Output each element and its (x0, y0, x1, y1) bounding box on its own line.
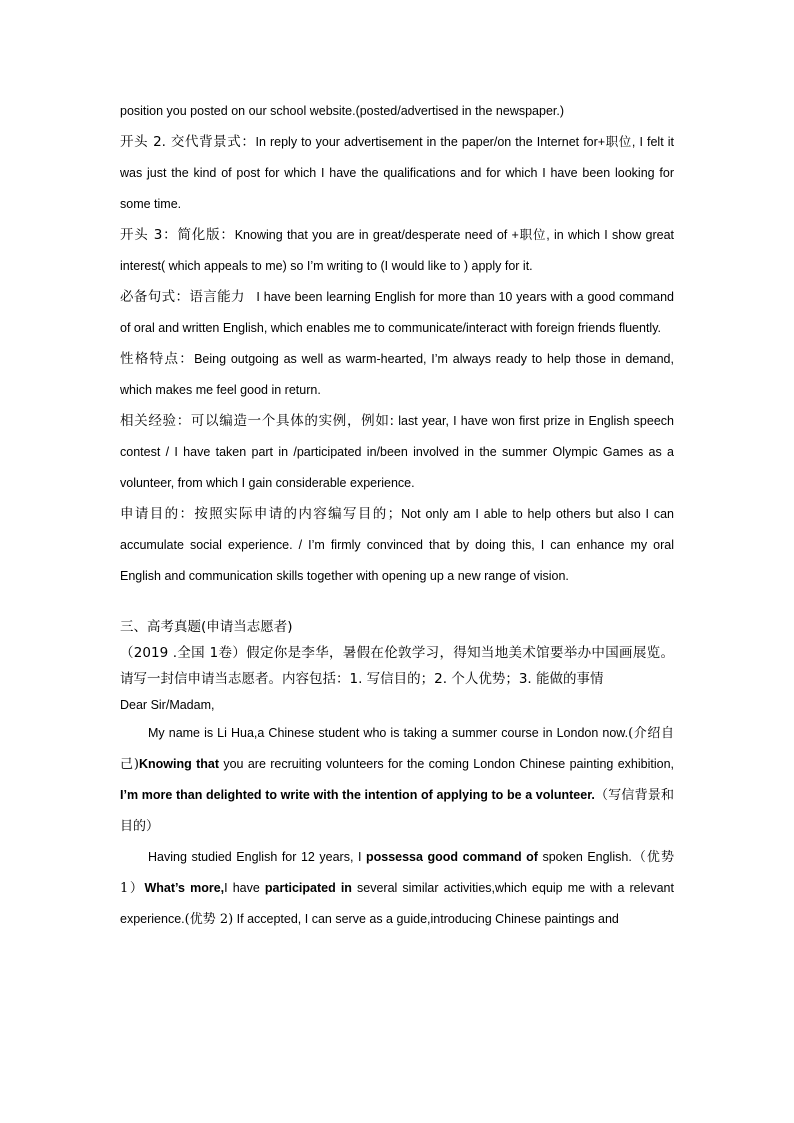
phrase-whats-more: What’s more, (144, 881, 225, 895)
letter-spoken-english: spoken English. (537, 850, 632, 864)
paragraph-2-text: In reply to your advertisement in the paper/on the Internet for+职位, I felt it was just the kind of post for which I have the qualifications and for which I have been looking for some time. (120, 135, 674, 211)
paragraph-3-label: 开头 3：简化版： (120, 227, 235, 243)
section-gap (120, 592, 674, 614)
paragraph-3 (120, 220, 674, 282)
phrase-good-command: possessa good command of (365, 850, 538, 864)
phrase-knowing-that: Knowing that (138, 757, 219, 771)
paragraph-4-text: I have been learning English for more than 10 years with a good command of oral and written English, which enables me to communicate/interact with foreign friends fluently. (120, 290, 675, 335)
paragraph-6 (120, 406, 674, 499)
paragraph-5 (120, 344, 674, 406)
paragraph-2-label: 开头 2. 交代背景式： (120, 134, 256, 150)
letter-strength-intro: Having studied English for 12 years, I (148, 850, 366, 864)
paragraph-6-label: 相关经验：可以编造一个具体的实例，例如: (120, 413, 395, 429)
note-background-purpose: （写信背景和目的） (120, 788, 674, 834)
letter-salutation: Dear Sir/Madam, (120, 698, 215, 712)
paragraph-1-text: position you posted on our school website.(posted/advertised in the newspaper.) (120, 104, 565, 118)
letter-experience: several similar activities,which equip me with a relevant experience. (120, 881, 674, 926)
letter-guide: If accepted, I can serve as a guide,introducing Chinese paintings and (233, 912, 619, 926)
letter-paragraph-2 (120, 842, 674, 935)
note-introduce-self: (介绍自己) (120, 726, 674, 772)
exam-prompt: （2019 .全国 1卷）假定你是李华，暑假在伦敦学习，得知当地美术馆要举办中国画展览。请写一封信申请当志愿者。内容包括：1. 写信目的；2. 个人优势；3. 能做的事情 (120, 645, 674, 687)
letter-background: you are recruiting volunteers for the coming London Chinese painting exhibition, (218, 757, 674, 771)
paragraph-4-label: 必备句式：语言能力 (120, 289, 245, 305)
letter-paragraph-1 (120, 718, 674, 842)
paragraph-6-text: last year, I have won first prize in English speech contest / I have taken part in /participated in/been involved in the summer Olympic Games as a volunteer, from which I gain considerable experience. (120, 414, 674, 490)
document-content (120, 96, 674, 935)
paragraph-5-text: Being outgoing as well as warm-hearted, I’m always ready to help those in demand, which makes me feel good in return. (120, 352, 674, 397)
letter-i-have: I have (224, 881, 265, 895)
note-strength-2: (优势 2) (184, 912, 234, 927)
paragraph-7-text: Not only am I able to help others but also I can accumulate social experience. / I’m firmly convinced that by doing this, I can enhance my oral English and communication skills together with opening up a new range of vision. (120, 507, 675, 583)
phrase-participated-in: participated in (264, 881, 352, 895)
paragraph-1 (120, 96, 674, 127)
paragraph-7 (120, 499, 674, 592)
paragraph-5-label: 性格特点： (120, 351, 195, 367)
note-strength-1: （优势 1） (120, 850, 674, 896)
letter-intro: My name is Li Hua,a Chinese student who is taking a summer course in London now. (148, 726, 629, 740)
phrase-intention: I’m more than delighted to write with the intention of applying to be a volunteer. (120, 788, 595, 802)
paragraph-2 (120, 127, 674, 220)
paragraph-4 (120, 282, 674, 344)
paragraph-3-text: Knowing that you are in great/desperate need of +职位, in which I show great interest( which appeals to me) so I’m writing to (I would like to ) apply for it. (120, 228, 674, 273)
section-3-heading: 三、高考真题(申请当志愿者) (120, 619, 293, 635)
paragraph-7-label: 申请目的：按照实际申请的内容编写目的； (120, 506, 402, 522)
